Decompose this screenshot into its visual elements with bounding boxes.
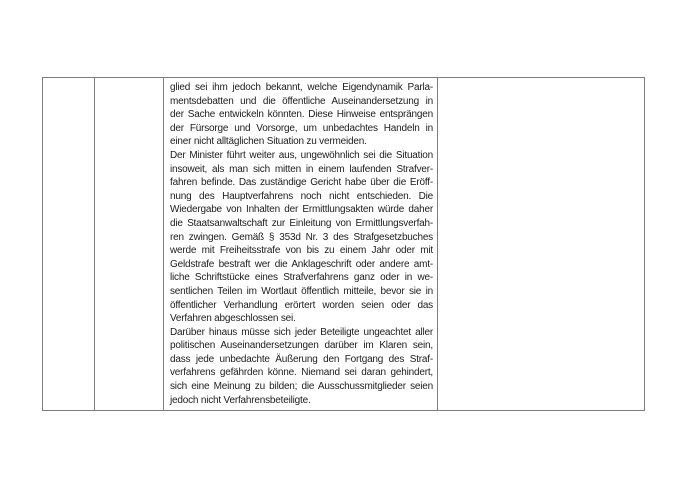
text-line: einer nicht alltäglichen Situation zu vermeiden. [170, 136, 367, 148]
table-cell-right [438, 78, 644, 410]
text-line: Verfahren abgeschlossen sei. [170, 313, 296, 325]
table-cell-number [95, 78, 164, 410]
text-line: insoweit, als man sich mitten in einem laufenden Strafver- [170, 163, 433, 175]
text-line: glied sei ihm jedoch bekannt, welche Eigendynamik Parla- [170, 82, 433, 93]
text-line: ren zwingen. Gemäß § 353d Nr. 3 des Strafgesetzbuches [170, 231, 433, 243]
paragraph [170, 326, 433, 408]
text-line: politischen Auseinandersetzungen darüber im Klaren sein, [170, 340, 433, 352]
text-line: der Fürsorge und Vorsorge, um unbedachtes Handeln in [170, 122, 433, 134]
text-line: dass jede unbedachte Äußerung den Fortgang des Straf- [170, 353, 433, 365]
text-line: jedoch nicht Verfahrensbeteiligte. [170, 394, 311, 406]
text-line: werde mit Freiheitsstrafe von bis zu einem Jahr oder mit [170, 245, 433, 257]
text-line: öffentlicher Verhandlung erörtert worden seien oder das [170, 299, 433, 311]
text-line: Geldstrafe bestraft wer die Anklageschrift oder andere amt- [170, 258, 433, 270]
text-line: sich eine Meinung zu bilden; die Ausschussmitglieder seien [170, 381, 433, 393]
text-line: der Sache entwickeln könnten. Diese Hinweise entsprängen [170, 109, 433, 121]
text-line: sentlichen Teilen im Wortlaut öffentlich mitteile, bevor sie in [170, 285, 433, 297]
text-line: fahren befinde. Das zuständige Gericht habe über die Eröff- [170, 177, 433, 189]
paragraph [170, 149, 433, 326]
text-line: die Staatsanwaltschaft zur Einleitung von Ermittlungsverfah- [170, 217, 433, 229]
table-cell-margin [43, 78, 95, 410]
text-line: mentsdebatten und die öffentliche Auseinandersetzung in [170, 95, 433, 107]
table-cell-text [164, 78, 438, 410]
text-line: verfahrens gefährden könne. Niemand sei daran gehindert, [170, 367, 433, 379]
text-line: Der Minister führt weiter aus, ungewöhnlich sei die Situation [170, 149, 433, 161]
paragraph [170, 81, 433, 149]
document-table [42, 77, 645, 411]
text-line: liche Schriftstücke eines Strafverfahrens ganz oder in we- [170, 272, 433, 284]
text-line: Darüber hinaus müsse sich jeder Beteiligte ungeachtet aller [170, 326, 433, 338]
text-line: nung des Hauptverfahrens noch nicht entschieden. Die [170, 190, 433, 202]
text-line: Wiedergabe von Inhalten der Ermittlungsakten würde daher [170, 204, 433, 216]
